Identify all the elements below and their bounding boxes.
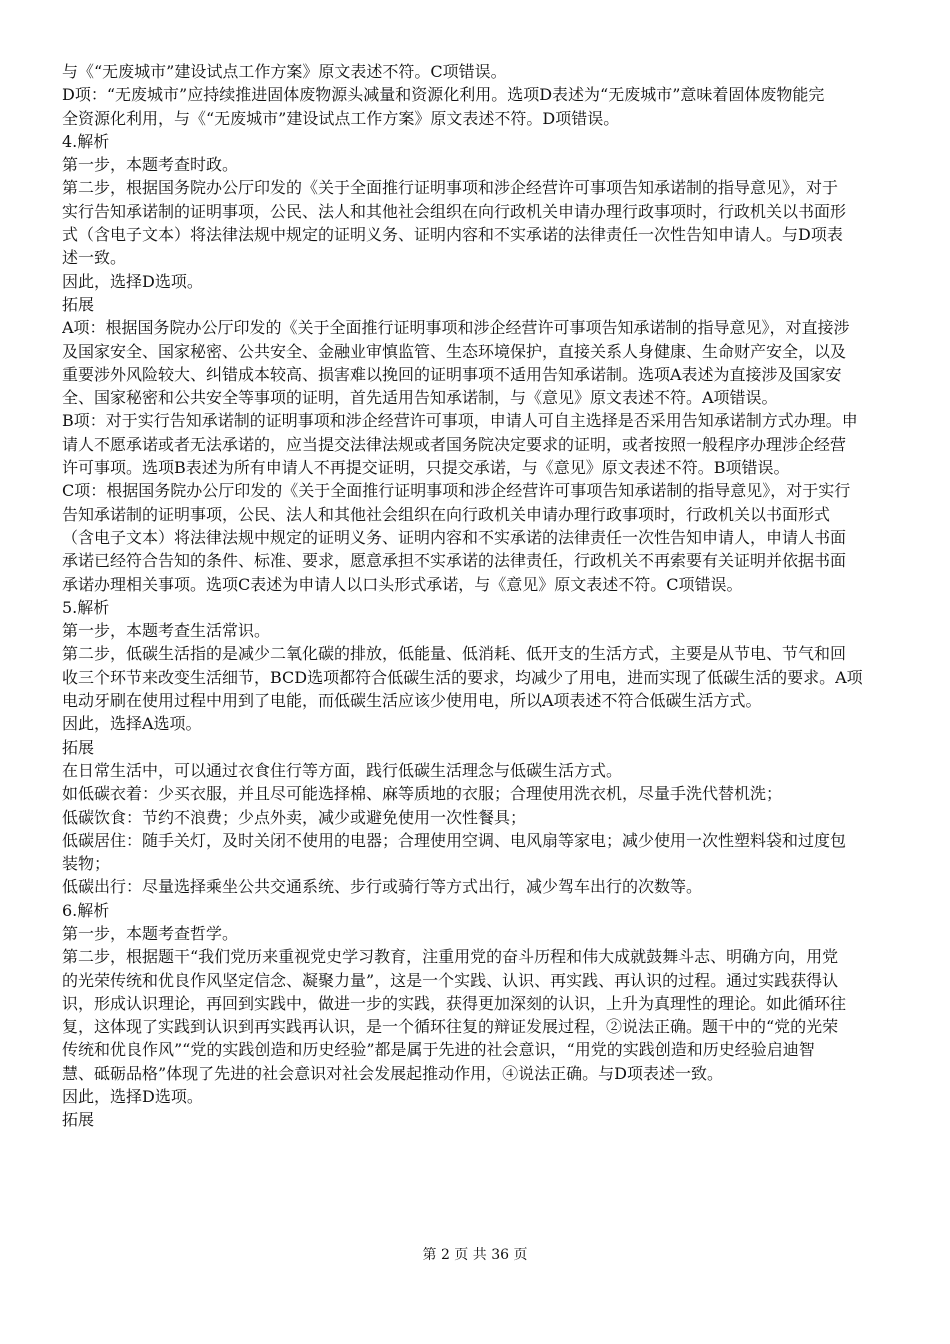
text-line: 第二步，根据题干“我们党历来重视党史学习教育，注重用党的奋斗历程和伟大成就鼓舞斗志、明确方向，用党 [62, 947, 839, 967]
text-line: 与《“无废城市”建设试点工作方案》原文表述不符。C项错误。 [62, 62, 507, 81]
text-line: 4.解析 [62, 131, 110, 151]
text-line: 6.解析 [62, 900, 110, 920]
text-line: 拓展 [62, 737, 95, 757]
text-line: 电动牙刷在使用过程中用到了电能，而低碳生活应该少使用电，所以A项表述不符合低碳生活方式。 [62, 691, 762, 711]
text-line: 第一步，本题考查哲学。 [62, 923, 239, 943]
text-line: 述一致。 [62, 248, 127, 268]
page-footer: 第 2 页 共 36 页 [422, 1247, 528, 1263]
text-line: 低碳出行：尽量选择乘坐公共交通系统、步行或骑行等方式出行，减少驾车出行的次数等。 [62, 877, 703, 897]
text-line: 因此，选择A选项。 [62, 714, 202, 734]
text-line: （含电子文本）将法律法规中规定的证明义务、证明内容和不实承诺的法律责任一次性告知申请人，申请人书面 [62, 527, 847, 547]
document-body [62, 60, 892, 1132]
text-line: 收三个环节来改变生活细节，BCD选项都符合低碳生活的要求，均减少了用电，进而实现了低碳生活的要求。A项 [62, 667, 863, 687]
text-line: 承诺已经符合告知的条件、标准、要求，愿意承担不实承诺的法律责任，行政机关不再索要有关证明并依据书面 [62, 551, 847, 571]
text-line: 承诺办理相关事项。选项C表述为申请人以口头形式承诺，与《意见》原文表述不符。C项错误。 [62, 574, 743, 594]
text-line: B项：对于实行告知承诺制的证明事项和涉企经营许可事项，申请人可自主选择是否采用告知承诺制方式办理。申 [62, 411, 858, 431]
text-line: 及国家安全、国家秘密、公共安全、金融业审慎监管、生态环境保护，直接关系人身健康、生命财产安全，以及 [62, 341, 847, 361]
text-line: 识，形成认识理论，再回到实践中，做进一步的实践，获得更加深刻的认识，上升为真理性的理论。如此循环往 [62, 993, 847, 1013]
text-line: 因此，选择D选项。 [62, 271, 203, 291]
text-line: 拓展 [62, 1110, 95, 1130]
text-line: 式（含电子文本）将法律法规中规定的证明义务、证明内容和不实承诺的法律责任一次性告知申请人。与D项表 [62, 225, 843, 245]
text-line: 因此，选择D选项。 [62, 1087, 203, 1107]
text-line: 许可事项。选项B表述为所有申请人不再提交证明，只提交承诺，与《意见》原文表述不符。B项错误。 [62, 458, 790, 478]
text-line: 重要涉外风险较大、纠错成本较高、损害难以挽回的证明事项不适用告知承诺制。选项A表述为直接涉及国家安 [62, 364, 842, 384]
text-line: D项：“无废城市”应持续推进固体废物源头减量和资源化利用。选项D表述为“无废城市”意味着固体废物能完 [62, 85, 825, 105]
text-line: 请人不愿承诺或者无法承诺的，应当提交法律法规或者国务院决定要求的证明，或者按照一般程序办理涉企经营 [62, 434, 847, 454]
text-line: A项：根据国务院办公厅印发的《关于全面推行证明事项和涉企经营许可事项告知承诺制的指导意见》，对直接涉 [62, 318, 850, 338]
text-line: 5.解析 [62, 597, 110, 617]
text-line: 第二步，根据国务院办公厅印发的《关于全面推行证明事项和涉企经营许可事项告知承诺制的指导意见》，对于 [62, 178, 839, 198]
text-line: 低碳居住：随手关灯，及时关闭不使用的电器；合理使用空调、电风扇等家电；减少使用一次性塑料袋和过度包 [62, 830, 847, 850]
text-line: 复，这体现了实践到认识到再实践再认识，是一个循环往复的辩证发展过程，②说法正确。题干中的“党的光荣 [62, 1017, 839, 1037]
text-line: 装物； [62, 854, 111, 874]
text-line: 拓展 [62, 294, 95, 314]
text-line: 慧、砥砺品格”体现了先进的社会意识对社会发展起推动作用，④说法正确。与D项表述一致。 [62, 1063, 724, 1083]
text-line: C项：根据国务院办公厅印发的《关于全面推行证明事项和涉企经营许可事项告知承诺制的指导意见》，对于实行 [62, 481, 851, 501]
text-line: 全、国家秘密和公共安全等事项的证明，首先适用告知承诺制，与《意见》原文表述不符。A项错误。 [62, 388, 778, 408]
text-line: 全资源化利用，与《“无废城市”建设试点工作方案》原文表述不符。D项错误。 [62, 108, 620, 128]
text-line: 第二步，低碳生活指的是减少二氧化碳的排放，低能量、低消耗、低开支的生活方式，主要是从节电、节气和回 [62, 644, 847, 664]
text-line: 告知承诺制的证明事项，公民、法人和其他社会组织在向行政机关申请办理行政事项时，行政机关以书面形式 [62, 504, 831, 524]
text-line: 第一步，本题考查生活常识。 [62, 621, 271, 641]
text-line: 传统和优良作风”“党的实践创造和历史经验”都是属于先进的社会意识，“用党的实践创造和历史经验启迪智 [62, 1040, 815, 1060]
text-line: 实行告知承诺制的证明事项，公民、法人和其他社会组织在向行政机关申请办理行政事项时，行政机关以书面形 [62, 201, 847, 221]
text-line: 的光荣传统和优良作风坚定信念、凝聚力量”，这是一个实践、认识、再实践、再认识的过程。通过实践获得认 [62, 970, 839, 990]
text-line: 在日常生活中，可以通过衣食住行等方面，践行低碳生活理念与低碳生活方式。 [62, 760, 623, 780]
text-line: 如低碳衣着：少买衣服，并且尽可能选择棉、麻等质地的衣服；合理使用洗衣机，尽量手洗代替机洗； [62, 784, 783, 804]
text-line: 第一步，本题考查时政。 [62, 155, 239, 175]
text-line: 低碳饮食：节约不浪费；少点外卖，减少或避免使用一次性餐具； [62, 807, 527, 827]
